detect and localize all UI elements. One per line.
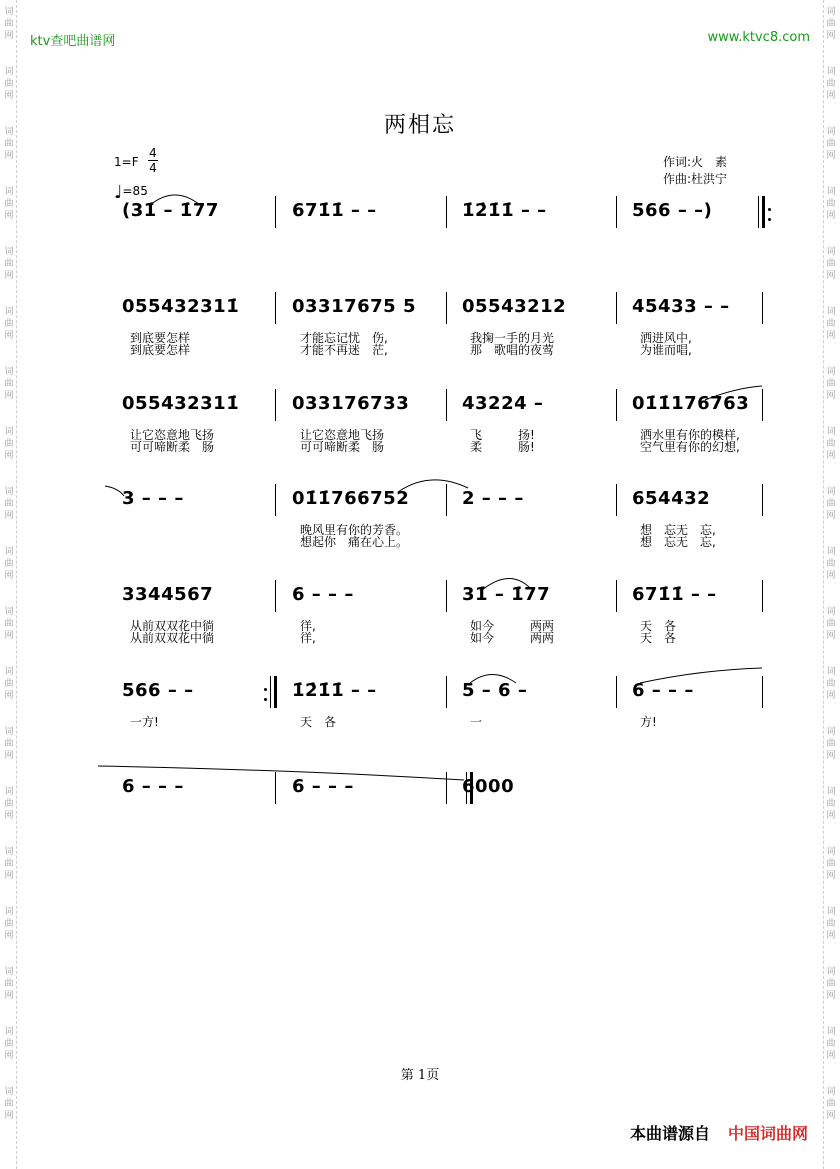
measure-notes: 055432311̇ [122,296,240,317]
lyric-line: 飞 扬! [470,428,535,442]
lyric-line: 可可啼断柔 肠 [300,440,385,454]
lyric-line: 从前双双花中徜 [130,619,215,633]
watermark-block: 词 曲 网 [4,427,14,461]
watermark-block: 词 曲 网 [826,967,836,1001]
lyric-line: 一 [470,715,483,729]
measure-notes: 3 – – – [122,488,184,509]
watermark-block: 词 曲 网 [826,487,836,521]
measure-notes: 671̇1̇ – – [292,200,377,221]
lyric-line: 方! [640,715,657,729]
lyric-line: 才能忘记忧 伤, [300,331,388,345]
lyric-line: 从前双双花中徜 [130,631,215,645]
watermark-block: 词 曲 网 [4,307,14,341]
watermark-block: 词 曲 网 [4,667,14,701]
measure-notes: 055432311̇ [122,393,240,414]
time-signature-top: 4 [149,146,157,160]
lyric-line: 可可啼断柔 肠 [130,440,215,454]
footer-source-label: 本曲谱源自 [629,1124,710,1143]
measure-notes: (31̇ – 1̇77 [122,200,219,221]
footer-source [630,1121,808,1144]
lyric-line: 如今 两两 [470,619,555,633]
watermark-block: 词 曲 网 [4,187,14,221]
watermark-block: 词 曲 网 [4,547,14,581]
lyric-line: 想起你 痛在心上。 [300,535,409,549]
watermark-block: 词 曲 网 [826,247,836,281]
measure-notes: 45433 – – [632,296,730,317]
watermark-block: 词 曲 网 [826,67,836,101]
measure-notes: 566 – – [122,680,194,701]
header-site-url[interactable]: www.ktvc8.com [707,30,810,45]
lyric-line: 晚风里有你的芳香。 [300,523,409,537]
watermark-block: 词 曲 网 [826,427,836,461]
watermark-block: 词 曲 网 [826,1087,836,1121]
lyric-line: 让它恣意地飞扬 [130,428,215,442]
lyric-line: 天 各 [640,619,677,633]
lyric-line: 如今 两两 [470,631,555,645]
watermark-block: 词 曲 网 [826,1027,836,1061]
watermark-block: 词 曲 网 [4,727,14,761]
watermark-block: 词 曲 网 [4,787,14,821]
watermark-block: 词 曲 网 [826,307,836,341]
quarter-note-icon: ♩ [114,182,123,203]
slur [105,486,124,496]
lyric-line: 徉, [300,619,316,633]
measure-notes: 43224 – [462,393,544,414]
header-site-name[interactable]: ktv查吧曲谱网 [30,34,116,49]
measure-notes: 01̇1̇176763 [632,393,750,414]
lyric-line: 天 各 [300,715,337,729]
slur [98,766,464,780]
watermark-block: 词 曲 网 [826,847,836,881]
measure-notes: 6 – – – [292,776,354,797]
lyric-line: 天 各 [640,631,677,645]
measure-notes: 2 – – – [462,488,524,509]
watermark-block: 词 曲 网 [4,847,14,881]
watermark-block: 词 曲 网 [4,67,14,101]
watermark-block: 词 曲 网 [826,907,836,941]
lyricist-credit: 作词:火 素 [663,155,728,169]
lyric-line: 洒水里有你的模样, [640,428,740,442]
footer-source-site[interactable]: 中国词曲网 [727,1124,808,1143]
slur [150,195,200,205]
lyric-line: 想 忘无 忘, [640,535,716,549]
watermark-block: 词 曲 网 [4,367,14,401]
watermark-block: 词 曲 网 [826,727,836,761]
watermark-block: 词 曲 网 [4,907,14,941]
lyric-line: 才能不再迷 茫, [300,343,388,357]
watermark-block: 词 曲 网 [4,127,14,161]
key-signature: 1=F [114,155,139,169]
watermark-block: 词 曲 网 [4,1027,14,1061]
slur [705,386,762,400]
lyric-line: 柔 肠! [470,440,535,454]
page-number: 第 1页 [400,1068,440,1083]
lyric-line: 一方! [130,715,159,729]
watermark-block: 词 曲 网 [826,7,836,41]
tempo-value: =85 [122,184,148,198]
lyric-line: 到底要怎样 [130,343,191,357]
watermark-block: 词 曲 网 [4,1087,14,1121]
watermark-block: 词 曲 网 [826,187,836,221]
lyric-line: 让它恣意地飞扬 [300,428,385,442]
slur [482,578,530,590]
measure-notes: 654432 [632,488,711,509]
measure-notes: 6000 [462,776,515,797]
slur [640,668,762,683]
lyric-line: 那 歌唱的夜莺 [470,343,555,357]
measure-notes: 3344567 [122,584,214,605]
lyric-line: 为谁而唱, [640,343,692,357]
measure-notes: 1̇2̇1̇1̇ – – [462,200,547,221]
slur [470,675,516,684]
measure-notes: 6 – – – [292,584,354,605]
measure-notes: 1̇2̇1̇1̇ – – [292,680,377,701]
watermark-block: 词 曲 网 [826,787,836,821]
measure-notes: 033176733 [292,393,410,414]
lyric-line: 我掬一手的月光 [470,331,555,345]
watermark-block: 词 曲 网 [4,607,14,641]
watermark-block: 词 曲 网 [826,127,836,161]
watermark-block: 词 曲 网 [826,367,836,401]
measure-notes: 566 – –) [632,200,713,221]
measure-notes: 03317675 5 [292,296,416,317]
lyric-line: 徉, [300,631,316,645]
measure-notes: 31̇ – 1̇77 [462,584,551,605]
watermark-block: 词 曲 网 [4,7,14,41]
lyric-line: 洒进风中, [640,331,692,345]
lyric-line: 想 忘无 忘, [640,523,716,537]
watermark-block: 词 曲 网 [4,487,14,521]
measure-notes: 5 – 6 – [462,680,528,701]
slur [398,480,468,492]
watermark-block: 词 曲 网 [826,547,836,581]
time-signature-bottom: 4 [149,161,157,175]
watermark-block: 词 曲 网 [826,607,836,641]
watermark-block: 词 曲 网 [826,667,836,701]
measure-notes: 671̇1̇ – – [632,584,717,605]
measure-notes: 6 – – – [632,680,694,701]
measure-notes: 01̇1̇766752 [292,488,410,509]
lyric-line: 到底要怎样 [130,331,191,345]
lyric-line: 空气里有你的幻想, [640,440,740,454]
composer-credit: 作曲:杜洪宁 [663,172,728,186]
watermark-block: 词 曲 网 [4,247,14,281]
measure-notes: 05543212 [462,296,567,317]
song-title: 两相忘 [383,113,456,138]
watermark-block: 词 曲 网 [4,967,14,1001]
measure-notes: 6 – – – [122,776,184,797]
